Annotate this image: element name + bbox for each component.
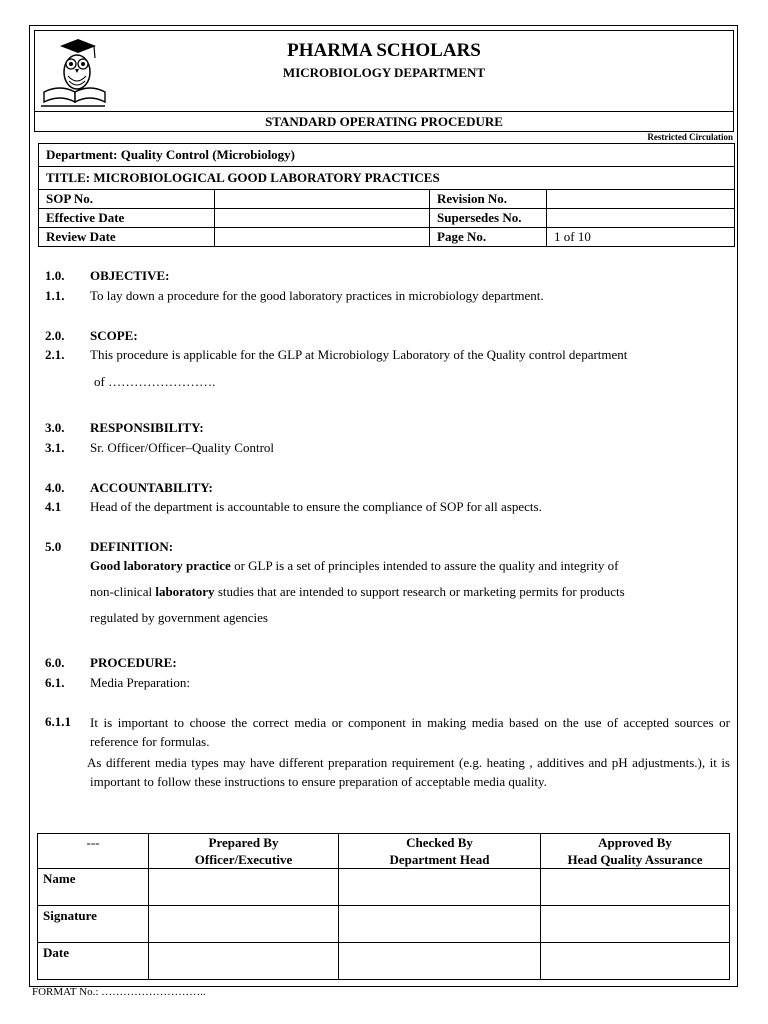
checked-by-label: Checked By (406, 835, 473, 850)
title-cell: TITLE: MICROBIOLOGICAL GOOD LABORATORY PRACTICES (39, 167, 735, 190)
scope-heading: SCOPE: (90, 328, 138, 343)
definition-term-laboratory: laboratory (155, 584, 215, 599)
supersedes-value (547, 209, 735, 228)
approved-by-role: Head Quality Assurance (567, 852, 703, 867)
definition-heading: DEFINITION: (90, 539, 174, 554)
prepared-by-label: Prepared By (208, 835, 279, 850)
objective-1-number: 1.1. (45, 288, 65, 303)
approved-by-label: Approved By (598, 835, 672, 850)
date-row-label: Date (38, 943, 149, 980)
review-date-label: Review Date (39, 228, 215, 247)
procedure-1-1-para-b: As different media types may have different preparation requirement (e.g. heating , additives and pH adjustments.), it is important to follow these instructions to ensure preparation of acceptable media quality. (87, 755, 730, 789)
date-approved-cell[interactable] (541, 943, 730, 980)
effective-date-value (215, 209, 430, 228)
scope-1-text: This procedure is applicable for the GLP at Microbiology Laboratory of the Quality control department (90, 347, 628, 362)
revision-label: Revision No. (430, 190, 547, 209)
approved-by-header (541, 834, 730, 869)
name-approved-cell[interactable] (541, 869, 730, 906)
definition-line-1 (90, 558, 618, 574)
format-number: FORMAT No.: ……………………….. (32, 986, 206, 998)
review-date-value (215, 228, 430, 247)
responsibility-1-text: Sr. Officer/Officer–Quality Control (90, 440, 275, 455)
accountability-heading: ACCOUNTABILITY: (90, 480, 213, 495)
responsibility-number: 3.0. (45, 420, 65, 435)
scope-1-number: 2.1. (45, 347, 65, 362)
revision-value (547, 190, 735, 209)
scope-number: 2.0. (45, 328, 65, 343)
procedure-number: 6.0. (45, 655, 65, 670)
objective-1-text: To lay down a procedure for the good laboratory practices in microbiology department. (90, 288, 544, 303)
sop-heading: STANDARD OPERATING PROCEDURE (34, 111, 734, 132)
procedure-heading: PROCEDURE: (90, 655, 177, 670)
date-checked-cell[interactable] (339, 943, 541, 980)
restricted-label: Restricted Circulation (647, 132, 733, 142)
supersedes-label: Supersedes No. (430, 209, 547, 228)
name-checked-cell[interactable] (339, 869, 541, 906)
definition-line-3: regulated by government agencies (90, 610, 268, 625)
company-name: PHARMA SCHOLARS (287, 40, 481, 61)
signature-prepared-cell[interactable] (149, 906, 339, 943)
accountability-1-number: 4.1 (45, 499, 62, 514)
signature-approved-cell[interactable] (541, 906, 730, 943)
signature-row-label: Signature (38, 906, 149, 943)
effective-date-label: Effective Date (39, 209, 215, 228)
responsibility-1-number: 3.1. (45, 440, 65, 455)
procedure-1-number: 6.1. (45, 675, 65, 690)
page-no-label: Page No. (430, 228, 547, 247)
prepared-by-header (149, 834, 339, 869)
definition-text-2b: studies that are intended to support research or marketing permits for products (214, 584, 625, 599)
procedure-1-1-para-a: It is important to choose the correct media or component in making media based on the use of accepted sources or reference for formulas. (90, 715, 730, 749)
page-no-value: 1 of 10 (547, 228, 735, 247)
sop-no-value (215, 190, 430, 209)
definition-text-2a: non-clinical (90, 584, 156, 599)
name-prepared-cell[interactable] (149, 869, 339, 906)
definition-number: 5.0 (45, 539, 62, 554)
prepared-by-role: Officer/Executive (194, 852, 293, 867)
date-prepared-cell[interactable] (149, 943, 339, 980)
signoff-table (37, 833, 730, 980)
procedure-1-text: Media Preparation: (90, 675, 190, 690)
signoff-corner: --- (38, 834, 149, 869)
department-cell: Department: Quality Control (Microbiology) (39, 144, 735, 167)
accountability-number: 4.0. (45, 480, 65, 495)
accountability-1-text: Head of the department is accountable to ensure the compliance of SOP for all aspects. (90, 499, 542, 514)
responsibility-heading: RESPONSIBILITY: (90, 420, 204, 435)
definition-term-glp: Good laboratory practice (90, 558, 231, 573)
procedure-1-1-number: 6.1.1 (45, 714, 71, 729)
definition-text-1: or GLP is a set of principles intended to assure the quality and integrity of (230, 558, 619, 573)
definition-line-2 (90, 584, 625, 600)
objective-number: 1.0. (45, 268, 65, 283)
sop-no-label: SOP No. (39, 190, 215, 209)
checked-by-header (339, 834, 541, 869)
name-row-label: Name (38, 869, 149, 906)
objective-heading: OBJECTIVE: (90, 268, 170, 283)
scope-1-continuation: of ……………………. (94, 374, 216, 389)
sop-info-table (38, 143, 735, 247)
checked-by-role: Department Head (389, 852, 490, 867)
department-name: MICROBIOLOGY DEPARTMENT (282, 65, 486, 80)
signature-checked-cell[interactable] (339, 906, 541, 943)
